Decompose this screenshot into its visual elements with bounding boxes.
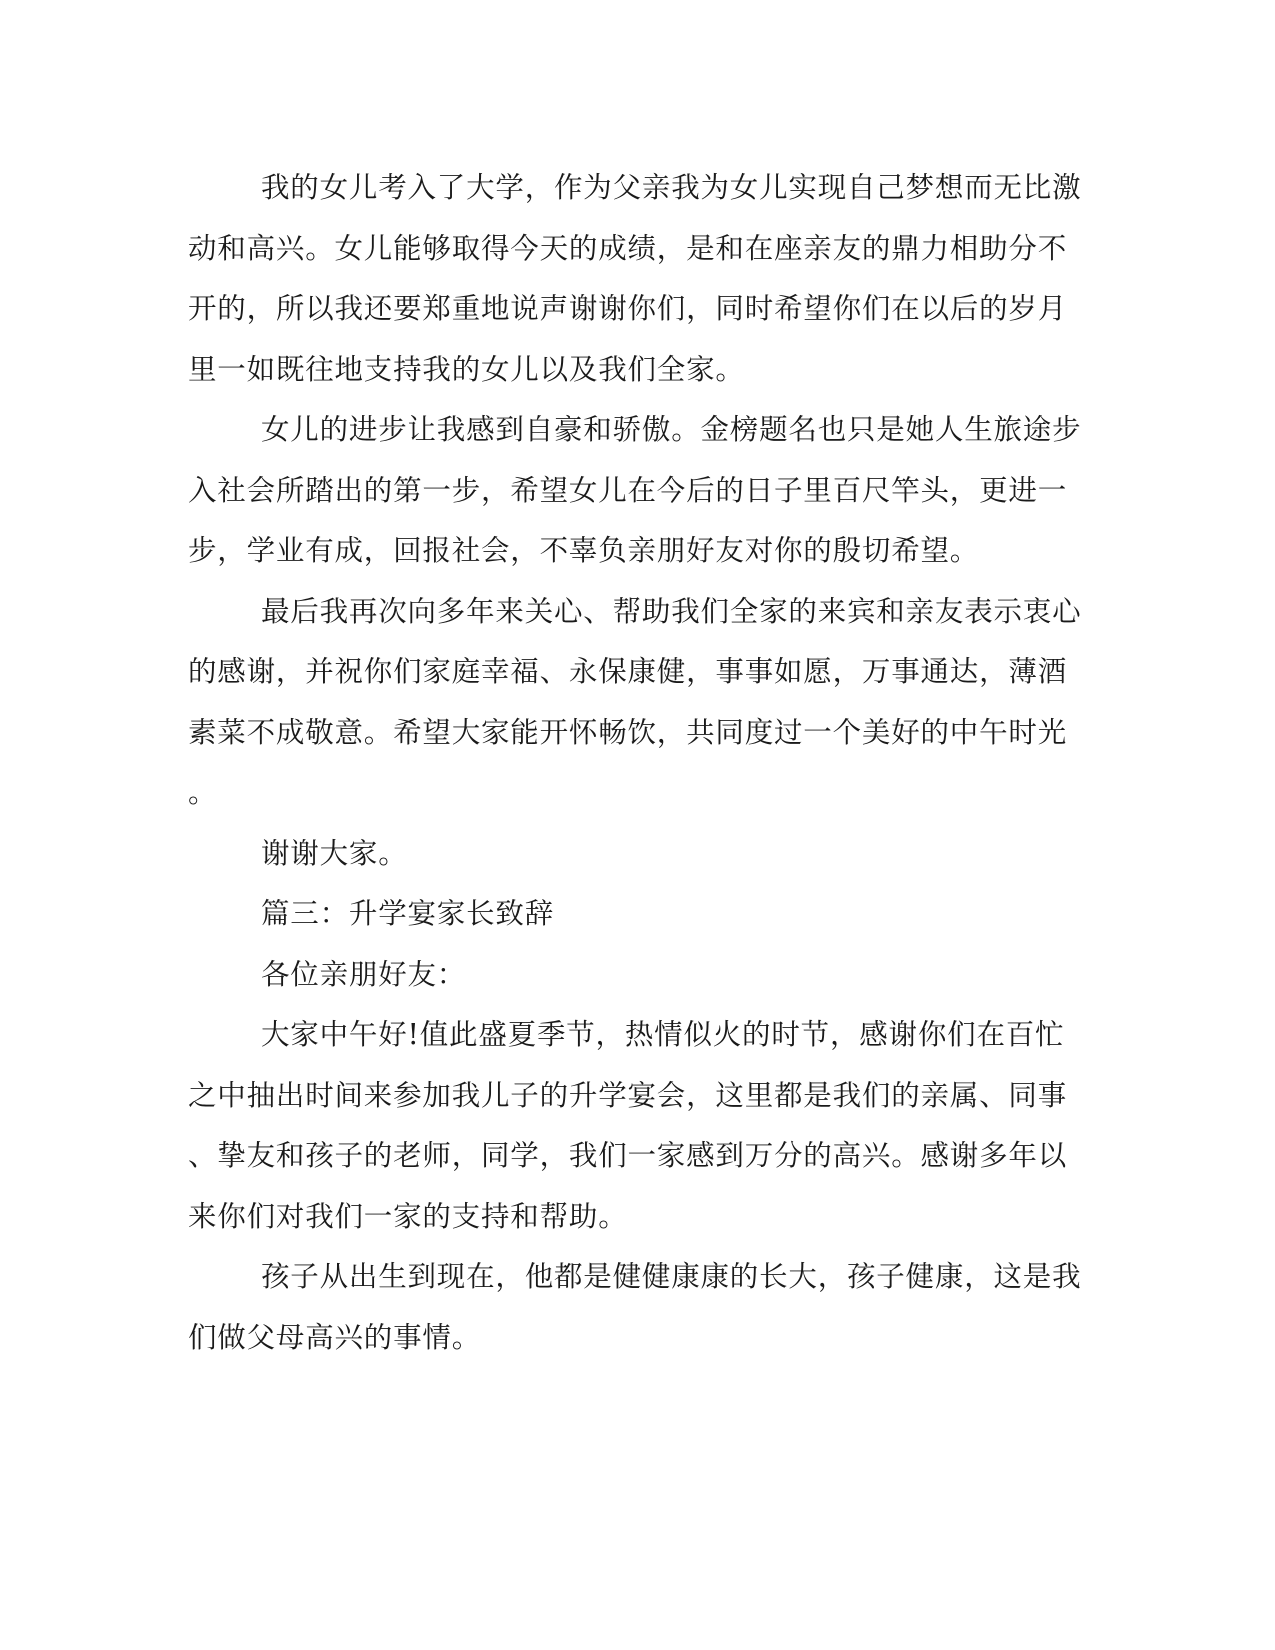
text-line: 谢谢大家。 bbox=[261, 836, 408, 870]
text-line: 、挚友和孩子的老师，同学，我们一家感到万分的高兴。感谢多年以 bbox=[188, 1139, 1068, 1172]
text-line: 步，学业有成，回报社会，不辜负亲朋好友对你的殷切希望。 bbox=[188, 534, 980, 567]
text-line: 大家中午好!值此盛夏季节，热情似火的时节，感谢你们在百忙 bbox=[261, 1018, 1065, 1051]
text-line: 最后我再次向多年来关心、帮助我们全家的来宾和亲友表示衷心 bbox=[261, 594, 1082, 628]
text-line: 孩子从出生到现在，他都是健健康康的长大，孩子健康，这是我 bbox=[261, 1260, 1082, 1293]
text-line: 。 bbox=[188, 776, 218, 809]
text-line: 里一如既往地支持我的女儿以及我们全家。 bbox=[188, 352, 745, 386]
text-line: 动和高兴。女儿能够取得今天的成绩，是和在座亲友的鼎力相助分不 bbox=[188, 231, 1068, 265]
section-heading: 篇三：升学宴家长致辞 bbox=[261, 897, 555, 930]
text-line: 来你们对我们一家的支持和帮助。 bbox=[188, 1199, 628, 1233]
document-body bbox=[188, 158, 1088, 1368]
text-line: 入社会所踏出的第一步，希望女儿在今后的日子里百尺竿头，更进一 bbox=[188, 473, 1068, 507]
text-line: 素菜不成敬意。希望大家能开怀畅饮，共同度过一个美好的中午时光 bbox=[188, 715, 1068, 749]
text-line: 之中抽出时间来参加我儿子的升学宴会，这里都是我们的亲属、同事 bbox=[188, 1078, 1068, 1112]
text-line: 开的，所以我还要郑重地说声谢谢你们，同时希望你们在以后的岁月 bbox=[188, 292, 1068, 325]
text-line: 们做父母高兴的事情。 bbox=[188, 1320, 482, 1354]
text-line: 我的女儿考入了大学，作为父亲我为女儿实现自己梦想而无比激 bbox=[261, 171, 1082, 204]
text-line: 的感谢，并祝你们家庭幸福、永保康健，事事如愿，万事通达，薄酒 bbox=[188, 655, 1068, 688]
salutation: 各位亲朋好友： bbox=[261, 957, 467, 991]
text-line: 女儿的进步让我感到自豪和骄傲。金榜题名也只是她人生旅途步 bbox=[261, 413, 1082, 446]
